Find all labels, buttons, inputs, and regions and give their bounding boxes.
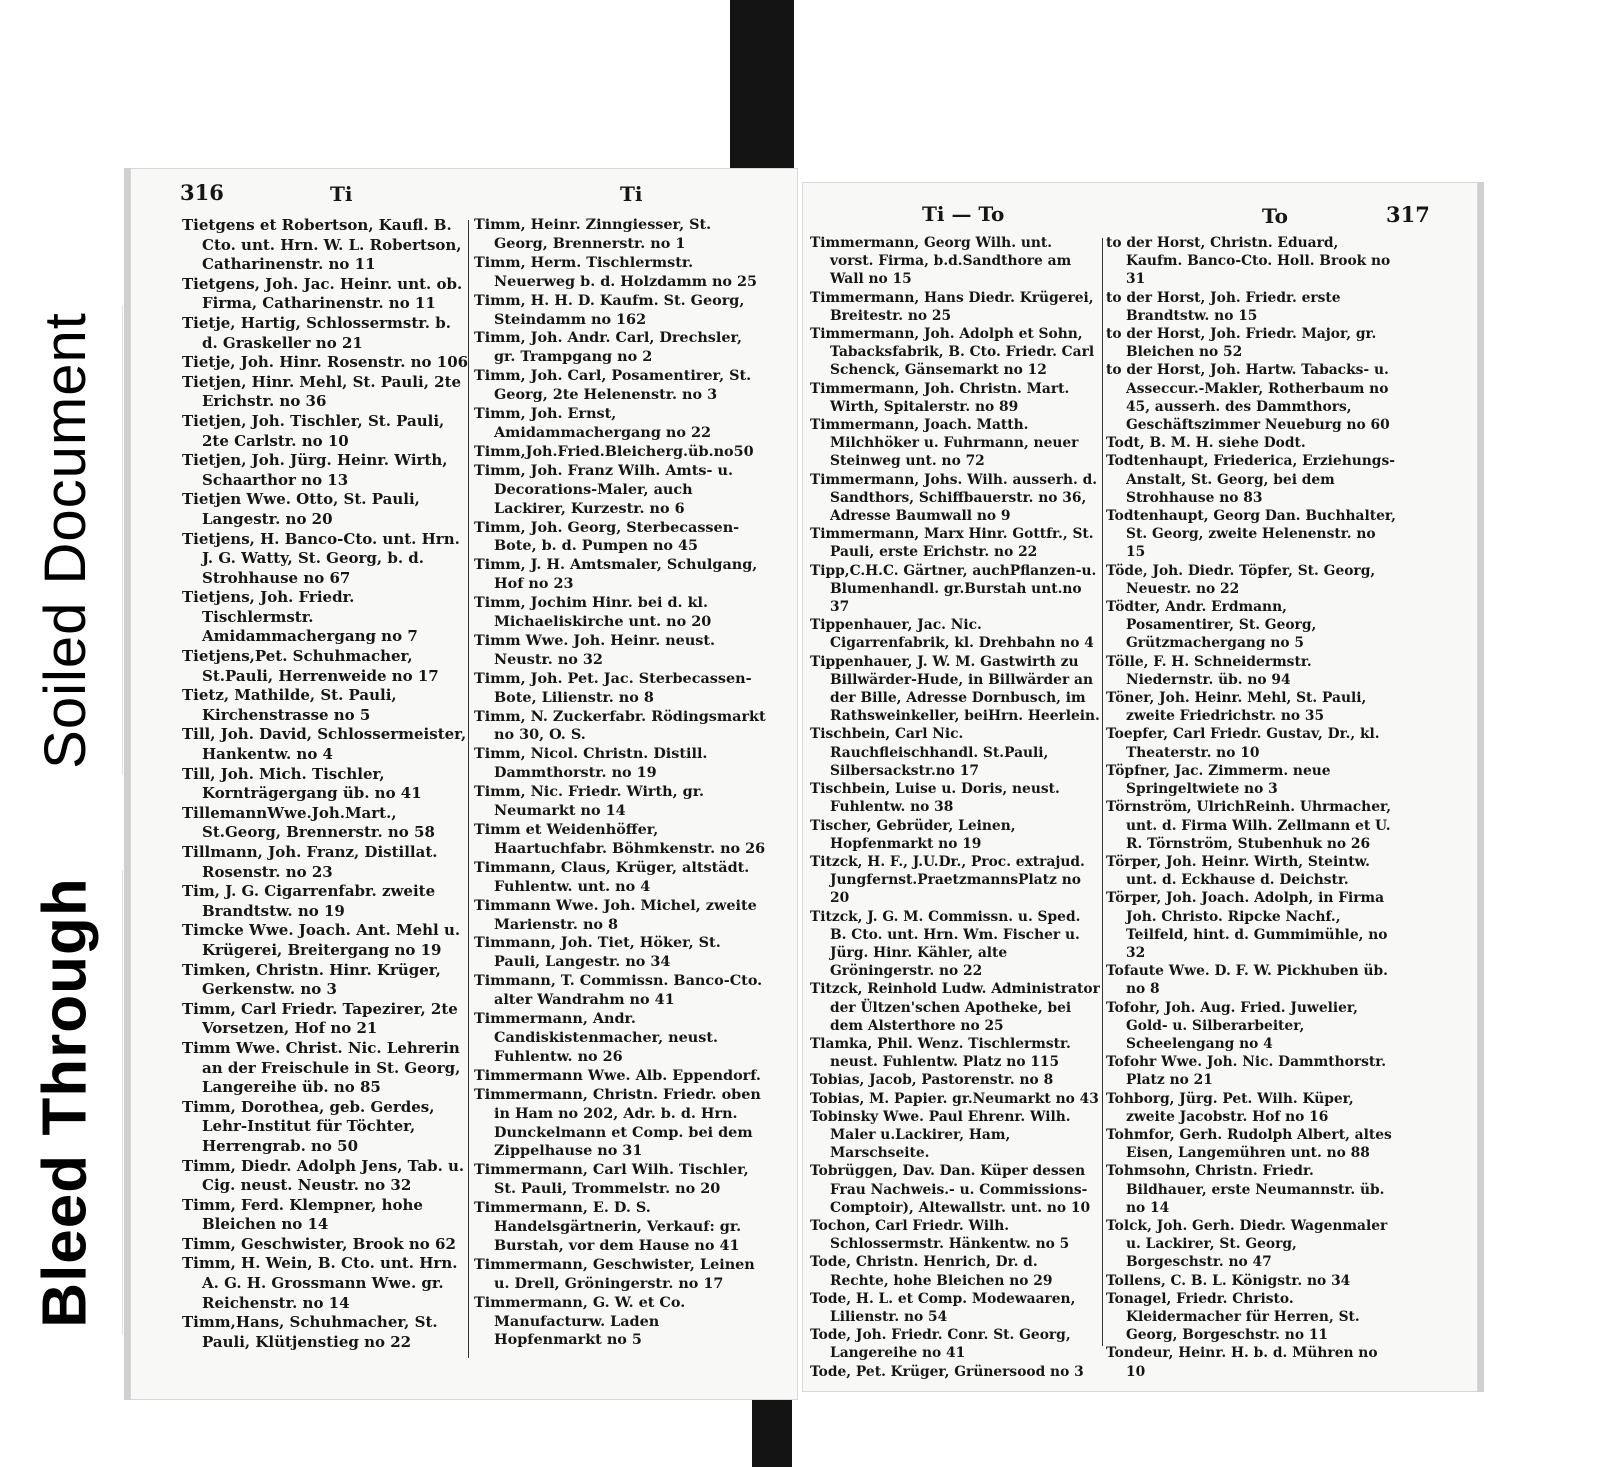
directory-entry: Timmermann, G. W. et Co. Manufacturw. Laden Hopfenmarkt no 5 [474,1293,686,1349]
directory-entry: Tietjen, Hinr. Mehl, St. Pauli, 2te Erichstr. no 36 [182,372,462,411]
directory-entry: Timmermann, Joh. Christn. Mart. Wirth, Spitalerstr. no 89 [810,380,1070,415]
directory-entry: Timm, Diedr. Adolph Jens, Tab. u. Cig. neust. Neustr. no 32 [182,1156,465,1195]
right-page [802,182,1484,1392]
directory-entry: Timmermann, Johs. Wilh. ausserh. d. Sandthors, Schiffbauerstr. no 36, Adresse Baumwall no 9 [810,471,1098,525]
directory-entry: Till, Joh. David, Schlossermeister, Hankentw. no 4 [182,725,467,764]
directory-entry: Tonagel, Friedr. Christo. Kleidermacher für Herren, St. Georg, Borgeschstr. no 11 [1106,1290,1360,1344]
directory-entry: Timm,Hans, Schuhmacher, St. Pauli, Klütjenstieg no 22 [182,1313,438,1351]
directory-entry: Titzck, J. G. M. Commissn. u. Sped. B. Cto. unt. Hrn. Wm. Fischer u. Jürg. Hinr. Kähler, alte Gröningerstr. no 22 [810,908,1081,980]
directory-entry: Todtenhaupt, Friederica, Erziehungs-Anstalt, St. Georg, bei dem Strohhause no 83 [1106,453,1395,506]
column-rule [468,220,469,1358]
directory-entry: Tischbein, Carl Nic. Rauchfleischhandl. St.Pauli, Silbersackstr.no 17 [810,726,1049,779]
directory-entry: Tohmfor, Gerh. Rudolph Albert, altes Eisen, Langemühren unt. no 88 [1106,1126,1392,1162]
page-number: 317 [1386,202,1430,227]
directory-entry: Tofohr, Joh. Aug. Fried. Juwelier, Gold- u. Silberarbeiter, Scheelengang no 4 [1106,999,1358,1052]
directory-entry: Tietgens et Robertson, Kaufl. B. Cto. unt. Hrn. W. L. Robertson, Catharinenstr. no 11 [182,216,462,274]
directory-entry: Timmermann, Joh. Adolph et Sohn, Tabacksfabrik, B. Cto. Friedr. Carl Schenck, Gänsemarkt no 12 [810,326,1095,379]
directory-entry: Timm Wwe. Christ. Nic. Lehrerin an der Freischule in St. Georg, Langereihe üb. no 85 [182,1038,461,1097]
directory-entry: Titzck, H. F., J.U.Dr., Proc. extrajud. Jungfernst.PraetzmannsPlatz no 20 [810,853,1085,907]
directory-entry: Tietje, Joh. Hinr. Rosenstr. no 106 [182,353,469,372]
directory-entry: Timmermann, Joach. Matth. Milchhöker u. Fuhrmann, neuer Steinweg unt. no 72 [810,417,1079,470]
directory-entry: Timm, Joh. Carl, Posamentirer, St. Georg, 2te Helenenstr. no 3 [474,367,752,404]
directory-entry: Timm et Weidenhöffer, Haartuchfabr. Böhmkenstr. no 26 [474,821,766,857]
directory-entry: to der Horst, Joh. Hartw. Tabacks- u. Asseccur.-Makler, Rotherbaum no 45, ausserh. des Dammthors, Geschäftszimmer Neueburg no 60 [1106,362,1390,434]
directory-entry: Timmermann, E. D. S. Handelsgärtnerin, Verkauf: gr. Burstah, vor dem Hause no 41 [474,1199,742,1254]
directory-entry: Timm, Jochim Hinr. bei d. kl. Michaeliskirche unt. no 20 [474,594,712,631]
directory-entry: Tondeur, Heinr. H. b. d. Mühren no 10 [1106,1345,1378,1380]
directory-entry: Tillmann, Joh. Franz, Distillat. Rosenstr. no 23 [182,843,438,881]
directory-entry: Tode, Joh. Friedr. Conr. St. Georg, Langereihe no 41 [810,1327,1071,1362]
directory-entry: Timcke Wwe. Joach. Ant. Mehl u. Krügerei, Breitergang no 19 [182,921,461,959]
directory-entry: Timmermann, Carl Wilh. Tischler, St. Pauli, Trommelstr. no 20 [474,1161,749,1198]
directory-entry: Timm, Heinr. Zinngiesser, St. Georg, Brennerstr. no 1 [474,216,712,252]
directory-entry: to der Horst, Christn. Eduard, Kaufm. Banco-Cto. Holl. Brook no 31 [1106,235,1391,288]
directory-entry: Tobias, M. Papier. gr.Neumarkt no 43 [810,1090,1099,1107]
directory-entry: Timmermann, Christn. Friedr. oben in Ham no 202, Adr. b. d. Hrn. Dunckelmann et Comp. bei dem Zippelhause no 31 [474,1085,761,1160]
directory-entry: Tietjens, H. Banco-Cto. unt. Hrn. J. G. Watty, St. Georg, b. d. Strohhause no 67 [182,529,460,587]
directory-entry: Timm, Nicol. Christn. Distill. Dammthorstr. no 19 [474,745,708,782]
directory-entry: Timm, J. H. Amtsmaler, Schulgang, Hof no 23 [474,556,758,593]
directory-entry: Tolck, Joh. Gerh. Diedr. Wagenmaler u. Lackirer, St. Georg, Borgeschstr. no 47 [1106,1217,1388,1271]
directory-entry: Tohborg, Jürg. Pet. Wilh. Küper, zweite Jacobstr. Hof no 16 [1106,1090,1354,1125]
directory-entry: Toepfer, Carl Friedr. Gustav, Dr., kl. Theaterstr. no 10 [1106,726,1380,761]
directory-entry: Timm, Herm. Tischlermstr. Neuerweg b. d. Holzdamm no 25 [474,253,758,290]
directory-entry: Timmermann, Hans Diedr. Krügerei, Breitestr. no 25 [810,289,1094,324]
directory-entry: Tochon, Carl Friedr. Wilh. Schlossermstr. Hänkentw. no 5 [810,1217,1070,1253]
book-binding-shadow-bottom [752,1395,792,1467]
directory-entry: Tobias, Jacob, Pastorenstr. no 8 [810,1072,1054,1089]
directory-entry: Timm, Joh. Andr. Carl, Drechsler, gr. Trampgang no 2 [474,329,743,366]
directory-entry: Tohmsohn, Christn. Friedr. Bildhauer, erste Neumannstr. üb. no 14 [1106,1163,1385,1216]
soiled-document-label: Soiled Document [8,305,123,775]
running-head-left: Ti — To [922,202,1005,226]
directory-entry: Timmermann, Andr. Candiskistenmacher, neust. Fuhlentw. no 26 [474,1010,719,1065]
directory-entry: Timm,Joh.Fried.Bleicherg.üb.no50 [474,442,754,460]
directory-entry: to der Horst, Joh. Friedr. erste Brandtstw. no 15 [1106,289,1341,324]
directory-entry: Timmann, Claus, Krüger, altstädt. Fuhlentw. unt. no 4 [474,858,750,895]
running-head-left: Ti [330,182,353,206]
left-page-header [130,168,798,212]
directory-entry: Tlamka, Phil. Wenz. Tischlermstr. neust. Fuhlentw. Platz no 115 [810,1035,1071,1071]
directory-entry: Tollens, C. B. L. Königstr. no 34 [1106,1272,1351,1289]
directory-entry: Tietje, Hartig, Schlossermstr. b. d. Graskeller no 21 [182,313,451,352]
directory-entry: Timm Wwe. Joh. Heinr. neust. Neustr. no 32 [474,631,716,668]
directory-entry: Tischbein, Luise u. Doris, neust. Fuhlentw. no 38 [810,781,1060,816]
book-binding-shadow-top [730,0,794,190]
directory-entry: Tölle, F. H. Schneidermstr. Niedernstr. üb. no 94 [1106,653,1312,688]
directory-entry: Törper, Joh. Joach. Adolph, in Firma Joh. Christo. Ripcke Nachf., Teilfeld, hint. d. Gummimühle, no 32 [1106,890,1388,961]
directory-entry: Tietjen, Joh. Tischler, St. Pauli, 2te Carlstr. no 10 [182,411,445,450]
left-page [124,168,798,1400]
directory-entry: Timmermann Wwe. Alb. Eppendorf. [474,1066,761,1084]
directory-entry: Tietjens,Pet. Schuhmacher, St.Pauli, Herrenweide no 17 [182,647,439,685]
page-number: 316 [180,180,224,205]
left-page-column-2 [474,216,766,1396]
directory-entry: Timm, Joh. Pet. Jac. Sterbecassen-Bote, Lilienstr. no 8 [474,669,752,706]
directory-entry: Timmann, T. Commissn. Banco-Cto. alter Wandrahm no 41 [474,972,763,1009]
running-head-right: To [1262,204,1288,228]
directory-entry: Timken, Christn. Hinr. Krüger, Gerkenstw. no 3 [182,960,441,999]
directory-entry: Tofohr Wwe. Joh. Nic. Dammthorstr. Platz no 21 [1106,1054,1387,1089]
directory-entry: Tode, Christn. Henrich, Dr. d. Rechte, hohe Bleichen no 29 [810,1254,1053,1289]
directory-entry: Timm, Carl Friedr. Tapezirer, 2te Vorsetzen, Hof no 21 [182,999,458,1038]
directory-entry: Timm, Joh. Ernst, Amidammachergang no 22 [474,405,712,441]
directory-entry: Tietgens, Joh. Jac. Heinr. unt. ob. Firma, Catharinenstr. no 11 [182,274,463,313]
directory-entry: Timm, Ferd. Klempner, hohe Bleichen no 14 [182,1195,423,1234]
directory-entry: Timmermann, Marx Hinr. Gottfr., St. Pauli, erste Erichstr. no 22 [810,526,1094,561]
right-page-header [802,182,1478,226]
directory-entry: TillemannWwe.Joh.Mart., St.Georg, Brennerstr. no 58 [182,803,435,842]
directory-entry: Till, Joh. Mich. Tischler, Kornträgergang üb. no 41 [182,764,422,803]
right-page-column-2 [1106,234,1398,1384]
directory-entry: Timmann Wwe. Joh. Michel, zweite Marienstr. no 8 [474,896,757,933]
directory-entry: Tietjens, Joh. Friedr. Tischlermstr. Amidammachergang no 7 [182,588,418,646]
left-page-column-1 [182,216,470,1396]
directory-entry: to der Horst, Joh. Friedr. Major, gr. Bleichen no 52 [1106,326,1377,361]
directory-entry: Timm, N. Zuckerfabr. Rödingsmarkt no 30, O. S. [474,707,766,744]
running-head-right: Ti [620,182,643,206]
directory-entry: Timm, Geschwister, Brook no 62 [182,1234,456,1253]
directory-entry: Töner, Joh. Heinr. Mehl, St. Pauli, zweite Friedrichstr. no 35 [1106,690,1367,725]
directory-entry: Todtenhaupt, Georg Dan. Buchhalter, St. Georg, zweite Helenenstr. no 15 [1106,508,1396,561]
directory-entry: Tietz, Mathilde, St. Pauli, Kirchenstrasse no 5 [182,686,397,724]
directory-entry: Tietjen Wwe. Otto, St. Pauli, Langestr. no 20 [182,490,420,528]
directory-entry: Timmann, Joh. Tiet, Höker, St. Pauli, Langestr. no 34 [474,934,721,971]
directory-entry: Tippenhauer, J. W. M. Gastwirth zu Billwärder-Hude, in Billwärder an der Bille, Adresse Dornbusch, im Rathsweinkeller, beiHrn. Heerlein. [810,653,1100,725]
directory-entry: Töde, Joh. Diedr. Töpfer, St. Georg, Neuestr. no 22 [1106,562,1376,597]
directory-entry: Tischer, Gebrüder, Leinen, Hopfenmarkt no 19 [810,817,1016,852]
directory-entry: Timm, H. H. D. Kaufm. St. Georg, Steindamm no 162 [474,291,745,328]
directory-entry: Töpfner, Jac. Zimmerm. neue Springeltwiete no 3 [1106,762,1331,798]
directory-entry: Tödter, Andr. Erdmann, Posamentirer, St. Georg, Grützmachergang no 5 [1106,599,1317,652]
directory-entry: Törper, Joh. Heinr. Wirth, Steintw. unt. d. Eckhause d. Deichstr. [1106,853,1370,889]
directory-entry: Tietjen, Joh. Jürg. Heinr. Wirth, Schaarthor no 13 [182,451,448,489]
directory-entry: Todt, B. M. H. siehe Dodt. [1106,435,1306,452]
directory-entry: Timmermann, Geschwister, Leinen u. Drell, Gröningerstr. no 17 [474,1255,755,1292]
directory-entry: Timm, Nic. Friedr. Wirth, gr. Neumarkt no 14 [474,783,704,820]
directory-entry: Tipp,C.H.C. Gärtner, auchPflanzen-u. Blumenhandl. gr.Burstah unt.no 37 [810,562,1097,616]
directory-entry: Timm, Dorothea, geb. Gerdes, Lehr-Institut für Töchter, Herrengrab. no 50 [182,1097,435,1155]
bleed-through-label: Bleed Through [8,870,123,1335]
directory-entry: Tobinsky Wwe. Paul Ehrenr. Wilh. Maler u.Lackirer, Ham, Marschseite. [810,1108,1071,1162]
directory-entry: Timm, Joh. Georg, Sterbecassen-Bote, b. d. Pumpen no 45 [474,518,740,555]
directory-entry: Timm, Joh. Franz Wilh. Amts- u. Decorations-Maler, auch Lackirer, Kurzestr. no 6 [474,461,733,517]
directory-entry: Törnström, UlrichReinh. Uhrmacher, unt. d. Firma Wilh. Zellmann et U. R. Törnström, Stubenhuk no 26 [1106,799,1392,852]
directory-entry: Timmermann, Georg Wilh. unt. vorst. Firma, b.d.Sandthore am Wall no 15 [810,235,1072,288]
column-rule [1102,238,1103,1346]
directory-entry: Tobrüggen, Dav. Dan. Küper dessen Frau Nachweis.- u. Commissions-Comptoir), Altewallstr. unt. no 10 [810,1163,1091,1216]
directory-entry: Titzck, Reinhold Ludw. Administrator der Ültzen'schen Apotheke, bei dem Alsterthore no 25 [810,981,1100,1034]
directory-entry: Timm, H. Wein, B. Cto. unt. Hrn. A. G. H. Grossmann Wwe. gr. Reichenstr. no 14 [182,1254,458,1312]
right-page-column-1 [810,234,1100,1384]
directory-entry: Tode, H. L. et Comp. Modewaaren, Lilienstr. no 54 [810,1290,1076,1325]
directory-entry: Tode, Pet. Krüger, Grünersood no 3 [810,1363,1084,1380]
directory-entry: Tofaute Wwe. D. F. W. Pickhuben üb. no 8 [1106,963,1388,998]
directory-entry: Tim, J. G. Cigarrenfabr. zweite Brandtstw. no 19 [182,882,436,920]
directory-entry: Tippenhauer, Jac. Nic. Cigarrenfabrik, kl. Drehbahn no 4 [810,617,1094,652]
